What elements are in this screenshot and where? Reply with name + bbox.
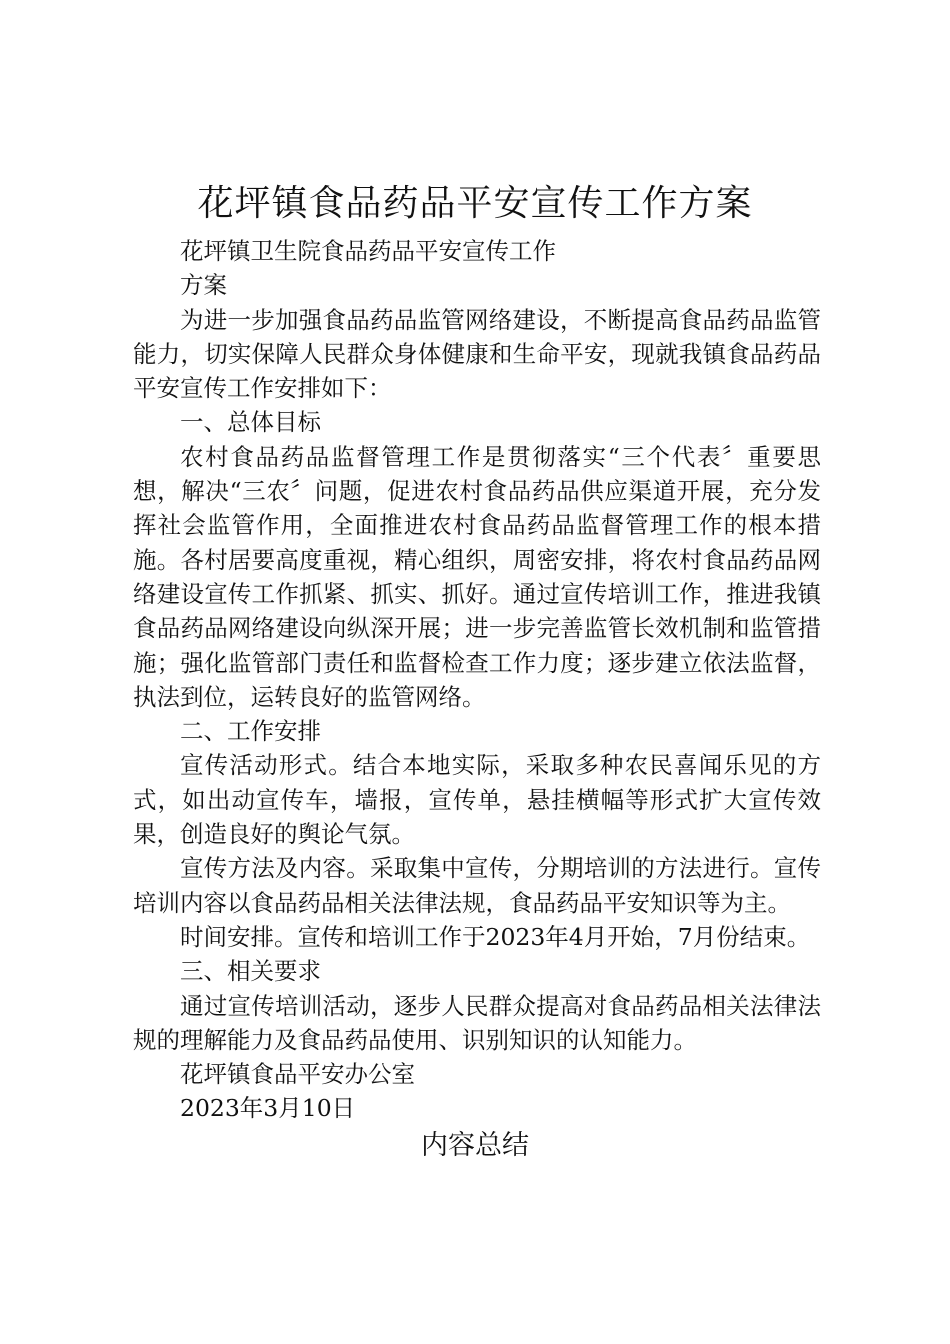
summary-heading: 内容总结 bbox=[421, 1130, 529, 1161]
section-heading-requirements: 三、相关要求 bbox=[180, 957, 321, 986]
schedule-paragraph: 时间安排。宣传和培训工作于2023年4月开始，7月份结束。 bbox=[180, 922, 811, 951]
section-heading-goals: 一、总体目标 bbox=[180, 408, 321, 437]
goals-paragraph: 农村食品药品监督管理工作是贯彻落实“三个代表〞重要思想，解决“三农〞问题，促进农村食品药品供应渠道开展，充分发挥社会监管作用，全面推进农村食品药品监督管理工作的根本措施。各村居要高度重视，精心组织，周密安排，将农村食品药品网络建设宣传工作抓紧、抓实、抓好。通过宣传培训工作，推进我镇食品药品网络建设向纵深开展；进一步完善监管长效机制和监管措施；强化监管部门责任和监督检查工作力度；逐步建立依法监督，执法到位，运转良好的监管网络。 bbox=[133, 442, 821, 711]
subtitle-line-continued: 方案 bbox=[180, 271, 227, 300]
intro-paragraph: 为进一步加强食品药品监管网络建设，不断提高食品药品监管能力，切实保障人民群众身体健康和生命平安，现就我镇食品药品平安宣传工作安排如下： bbox=[133, 305, 821, 403]
subtitle-line: 花坪镇卫生院食品药品平安宣传工作 bbox=[180, 237, 556, 265]
requirements-paragraph: 通过宣传培训活动，逐步人民群众提高对食品药品相关法律法规的理解能力及食品药品使用、识别知识的认知能力。 bbox=[133, 991, 821, 1054]
document-title: 花坪镇食品药品平安宣传工作方案 bbox=[197, 183, 753, 224]
method-content-paragraph: 宣传方法及内容。采取集中宣传，分期培训的方法进行。宣传培训内容以食品药品相关法律法规，食品药品平安知识等为主。 bbox=[133, 854, 821, 917]
issue-date: 2023年3月10日 bbox=[180, 1094, 356, 1123]
section-heading-arrangement: 二、工作安排 bbox=[180, 717, 321, 746]
issuing-office: 花坪镇食品平安办公室 bbox=[180, 1060, 415, 1089]
activity-form-paragraph: 宣传活动形式。结合本地实际，采取多种农民喜闻乐见的方式，如出动宣传车，墙报，宣传单，悬挂横幅等形式扩大宣传效果，创造良好的舆论气氛。 bbox=[133, 751, 821, 849]
document-body bbox=[133, 234, 821, 1126]
